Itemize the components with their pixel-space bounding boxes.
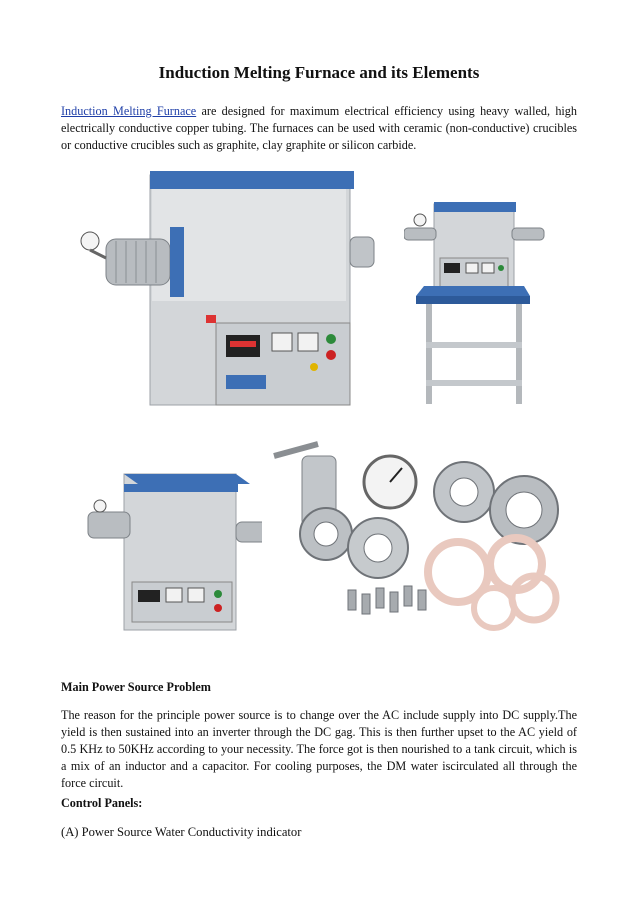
intro-paragraph: [61, 103, 577, 154]
furnace-large-image: [76, 163, 380, 415]
furnace-stand-image: [404, 200, 552, 412]
furnace-link[interactable]: Induction Melting Furnace: [61, 104, 197, 118]
page-title: Induction Melting Furnace and its Elements: [158, 63, 480, 82]
section-heading-control: Control Panels:: [61, 796, 143, 810]
section-body-power: The reason for the principle power source is to change over the AC include supply into DC supply.The yield is then sustained into an inverter through the DC gag. This is then further upset to the AC yield of 0.5 KHz to 50KHz according to your necessity. The force got is then nourished to a tank circuit, which is a mix of an inductor and a capacitor. For cooling purposes, the DM water iscirculated all through the force circuit.: [61, 708, 577, 790]
fittings-image: [262, 438, 564, 642]
section-body-control: (A) Power Source Water Conductivity indicator: [61, 825, 302, 839]
section-heading-power: Main Power Source Problem: [61, 680, 211, 694]
intro-text: are designed for maximum electrical efficiency using heavy walled, high electrically conductive copper tubing. The furnaces can be used with ceramic (non-conductive) crucibles or conductive crucibles such as graphite, clay graphite or silicon carbide.: [61, 104, 577, 152]
